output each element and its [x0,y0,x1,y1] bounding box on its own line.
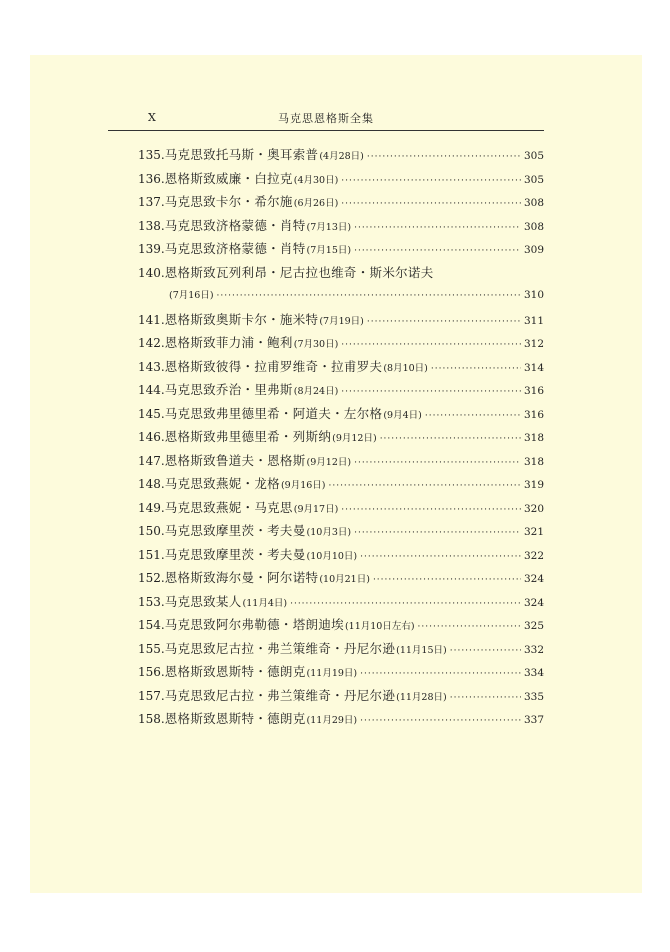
entry-title: 马克思致尼古拉・弗兰策维奇・丹尼尔逊 [164,687,396,703]
entry-date: (9月16日) [280,480,326,491]
entry-title: 马克思致阿尔弗勒德・塔朗迪埃 [164,617,344,632]
entry-number-dot: . [160,312,165,327]
entry-title: 马克思致济格蒙德・肖特 [164,217,306,233]
entry-title: 恩格斯致威廉・白拉克 [164,170,293,186]
entry-page-number: 308 [523,197,544,209]
entry-number-dot: . [160,148,165,162]
dot-leader [431,358,521,382]
entry-date: (10月10日) [306,550,358,562]
entry-title: 马克思致托马斯・奥耳索普 [164,147,319,162]
entry-page-number: 318 [523,455,544,468]
dot-leader [418,616,521,640]
entry-number: 150 [138,524,161,538]
entry-title: 马克思致尼古拉・弗兰策维奇・丹尼尔逊 [164,640,396,656]
entry-date: (4月30日) [293,174,339,186]
entry-number-dot: . [160,336,165,350]
entry-number: 153 [138,594,161,609]
entry-date: (10月21日) [319,574,370,585]
dot-leader [341,193,521,217]
entry-number-dot: . [160,688,165,703]
dot-leader [341,499,521,523]
entry-title: 恩格斯致恩斯特・德朗克 [164,664,306,679]
entry-number: 146 [138,430,161,444]
entry-date: (10月3日) [306,527,352,538]
entry-title: 恩格斯致彼得・拉甫罗维奇・拉甫罗夫 [164,358,383,374]
toc-entry [138,543,544,567]
toc-entry [138,167,544,191]
entry-page-number: 335 [523,690,544,703]
dot-leader [328,475,520,499]
entry-title: 马克思致乔治・里弗斯 [164,382,293,397]
dot-leader [360,546,521,570]
entry-page-number: 311 [523,314,544,327]
entry-number: 135 [138,148,161,162]
entry-date: (9月12日) [332,433,377,444]
dot-leader [360,710,521,734]
entry-date: (11月10日左右) [344,621,415,632]
entry-page-number: 332 [523,643,544,656]
toc-entry-continuation [138,284,544,308]
entry-number-dot: . [160,571,165,585]
toc-entry [138,684,544,708]
dot-leader [341,170,521,194]
toc-entry [138,214,544,238]
entry-title: 马克思致摩里茨・考夫曼 [164,523,306,538]
entry-title: 马克思致摩里茨・考夫曼 [164,546,306,562]
entry-number-dot: . [160,453,165,468]
entry-number: 157 [138,688,161,703]
entry-page-number: 320 [523,502,544,515]
entry-date: (9月12日) [306,456,352,468]
entry-number-dot: . [160,265,165,280]
entry-title: 马克思致卡尔・希尔施 [164,194,293,209]
entry-number: 144 [138,383,161,397]
entry-number: 138 [138,218,161,233]
entry-number: 154 [138,618,161,632]
dot-leader [373,569,521,593]
toc-entry [138,496,544,520]
entry-number-dot: . [160,477,165,491]
entry-page-number: 324 [523,573,544,585]
entry-number: 156 [138,665,161,679]
entry-page-number: 305 [523,150,544,162]
entry-number: 139 [138,242,161,256]
toc-entry [138,590,544,614]
dot-leader [367,146,521,170]
entry-title: 恩格斯致海尔曼・阿尔诺特 [164,570,319,585]
entry-number-dot: . [160,359,165,374]
toc-entry [138,378,544,402]
entry-number-dot: . [160,242,165,256]
entry-number: 143 [138,359,161,374]
entry-number-dot: . [160,195,165,209]
entry-date: (9月17日) [293,503,339,515]
entry-date: (7月19日) [319,315,364,327]
entry-date: (4月28日) [319,151,364,162]
toc-entry [138,519,544,543]
entry-number-dot: . [160,500,165,515]
entry-date: (11月15日) [396,644,447,656]
entry-number: 148 [138,477,161,491]
toc-entry [138,566,544,590]
entry-date: (11月28日) [396,691,447,703]
entry-date: (7月13日) [306,221,352,233]
entry-number-dot: . [160,171,165,186]
entry-number-dot: . [160,594,165,609]
entry-number-dot: . [160,218,165,233]
entry-date: (11月29日) [306,715,358,726]
toc-entry [138,707,544,731]
entry-title: 恩格斯致奥斯卡尔・施米特 [164,311,319,327]
entry-number: 136 [138,171,161,186]
toc-entry [138,143,544,167]
entry-date: (8月10日) [383,362,428,374]
entry-title: 恩格斯致恩斯特・德朗克 [164,711,306,726]
dot-leader [380,428,521,452]
entry-number: 155 [138,641,161,656]
toc-entry [138,402,544,426]
toc-entry [138,472,544,496]
toc-entry [138,237,544,261]
entry-date: (7月16日) [169,290,214,301]
entry-page-number: 312 [523,338,544,350]
entry-page-number: 325 [523,620,544,632]
dot-leader [450,640,521,664]
toc-entry [138,660,544,684]
entry-date: (6月26日) [293,198,339,209]
entry-number-dot: . [160,665,165,679]
entry-page-number: 308 [523,220,544,233]
dot-leader [217,285,521,309]
toc-entry [138,355,544,379]
entry-number: 140 [138,265,161,280]
entry-number-dot: . [160,406,165,421]
entry-page-number: 305 [523,173,544,186]
entry-date: (11月4日) [242,597,288,609]
entry-title: 马克思致弗里德里希・阿道夫・左尔格 [164,405,383,421]
dot-leader [367,311,521,335]
entry-date: (11月19日) [306,668,358,679]
entry-page-number: 309 [523,244,544,256]
entry-number: 137 [138,195,161,209]
entry-page-number: 310 [523,289,544,301]
toc-entry [138,331,544,355]
toc-entry [138,190,544,214]
entry-page-number: 316 [523,408,544,421]
toc-entry [138,449,544,473]
entry-page-number: 316 [523,385,544,397]
dot-leader [354,217,521,241]
entry-date: (7月15日) [306,245,352,256]
entry-number: 147 [138,453,161,468]
entry-page-number: 334 [523,667,544,679]
running-header [108,108,544,131]
book-title: 马克思恩格斯全集 [278,112,374,125]
entry-number: 152 [138,571,161,585]
entry-number: 142 [138,336,161,350]
entry-page-number: 314 [523,361,544,374]
page-roman-numeral: X [148,111,156,124]
entry-number-dot: . [160,641,165,656]
dot-leader [354,452,521,476]
entry-title: 恩格斯致鲁道夫・恩格斯 [164,452,306,468]
entry-number-dot: . [160,430,165,444]
entry-title: 马克思致燕妮・龙格 [164,476,280,491]
toc-entry [138,637,544,661]
entry-title: 恩格斯致瓦列利昂・尼古拉也维奇・斯米尔诺夫 [164,264,434,280]
entry-number-dot: . [160,524,165,538]
dot-leader [354,522,521,546]
entry-number-dot: . [160,547,165,562]
entry-number: 158 [138,712,161,726]
entry-number: 149 [138,500,161,515]
entry-date: (7月30日) [293,339,339,350]
entry-title: 马克思致燕妮・马克思 [164,499,293,515]
entry-date: (8月24日) [293,386,339,397]
entry-title: 马克思致某人 [164,593,242,609]
dot-leader [450,687,521,711]
entry-page-number: 318 [523,432,544,444]
entry-number-dot: . [160,383,165,397]
entry-number: 141 [138,312,161,327]
entry-page-number: 322 [523,549,544,562]
entry-title: 恩格斯致菲力浦・鲍利 [164,335,293,350]
dot-leader [425,405,521,429]
entry-title: 恩格斯致弗里德里希・列斯纳 [164,429,332,444]
entry-date: (9月4日) [383,409,422,421]
table-of-contents [138,143,544,731]
entry-page-number: 337 [523,714,544,726]
toc-entry [138,613,544,637]
toc-entry [138,308,544,332]
entry-number-dot: . [160,618,165,632]
entry-title: 马克思致济格蒙德・肖特 [164,241,306,256]
entry-number-dot: . [160,712,165,726]
entry-page-number: 321 [523,526,544,538]
entry-number: 145 [138,406,161,421]
toc-entry [138,425,544,449]
entry-number: 151 [138,547,161,562]
toc-entry [138,261,544,285]
entry-page-number: 319 [523,479,544,491]
entry-page-number: 324 [523,596,544,609]
